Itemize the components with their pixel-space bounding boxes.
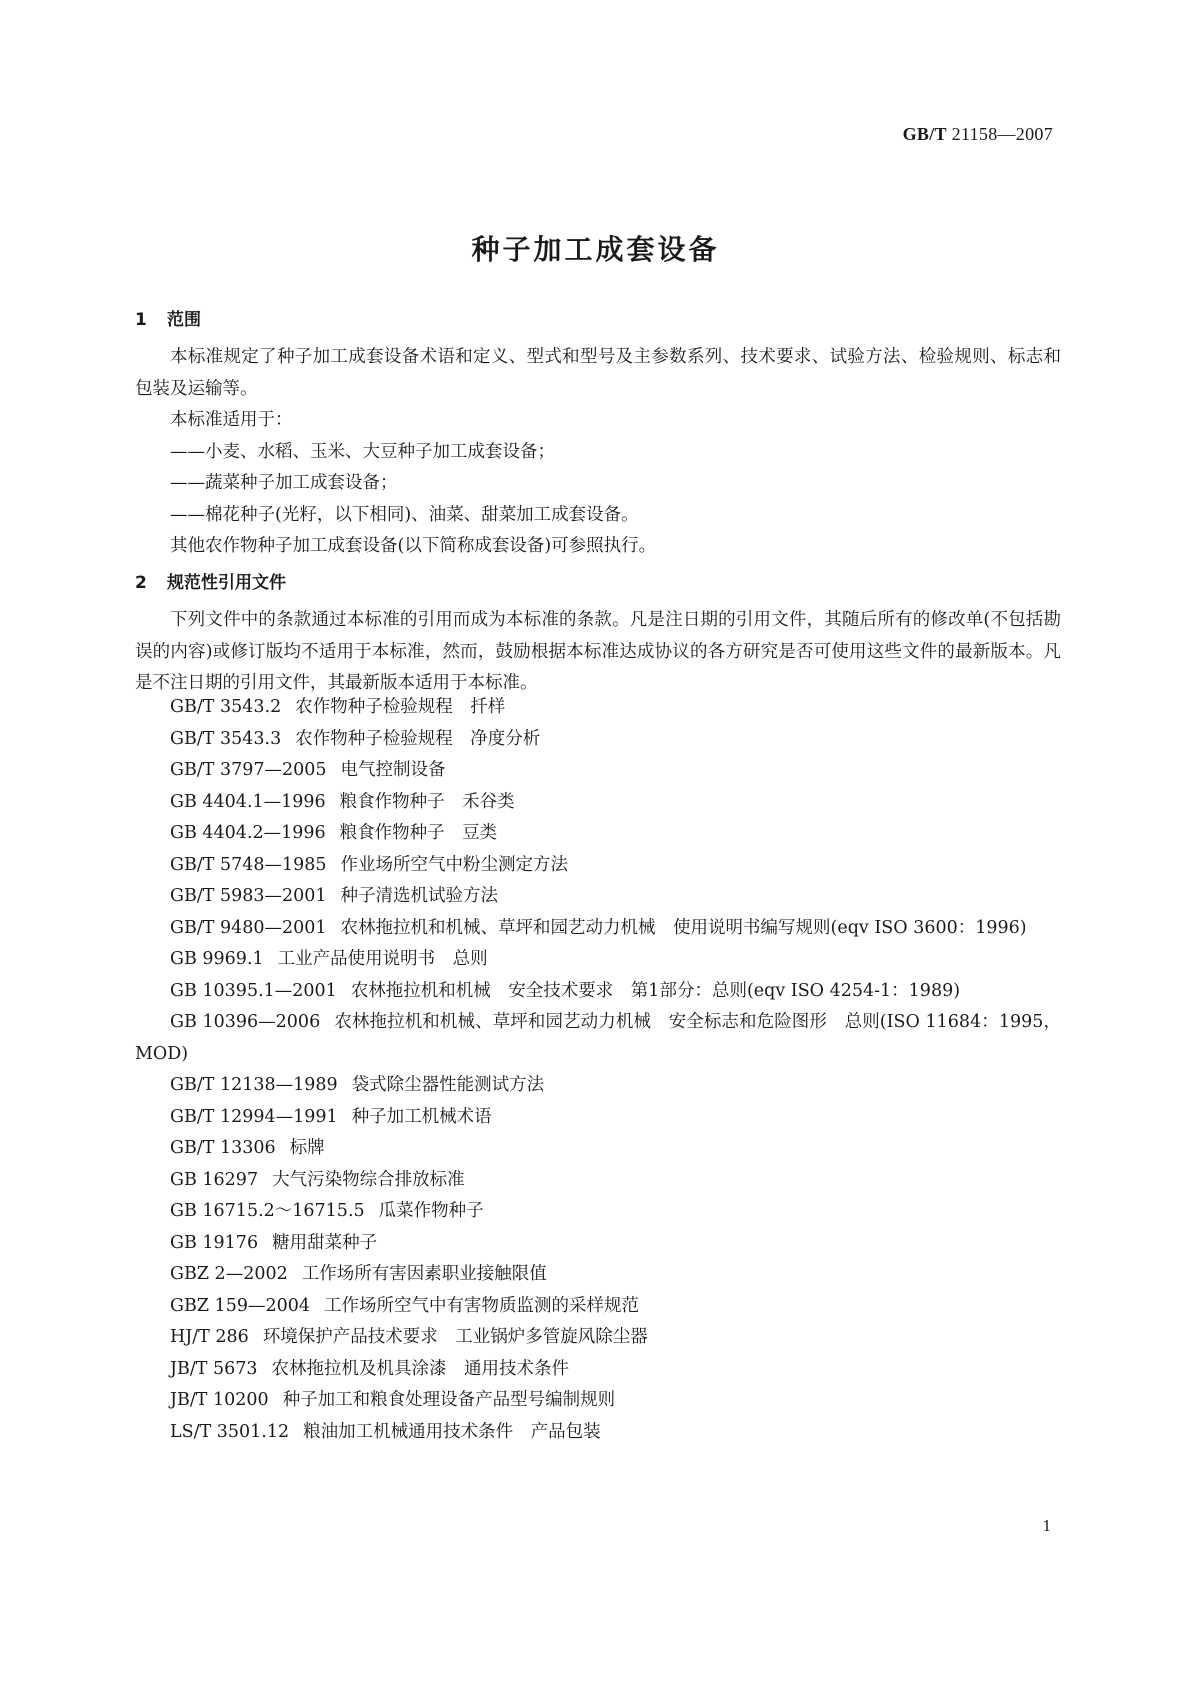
reference-code: GB 16715.2～16715.5 bbox=[170, 1201, 365, 1221]
scope-list-item: ——棉花种子(光籽，以下相同)、油菜、甜菜加工成套设备。 bbox=[170, 504, 639, 525]
reference-item bbox=[135, 1259, 1061, 1291]
scope-list-item: ——小麦、水稻、玉米、大豆种子加工成套设备； bbox=[170, 441, 555, 462]
reference-item bbox=[135, 1291, 1061, 1323]
section-number: 1 bbox=[135, 310, 147, 330]
section-title: 规范性引用文件 bbox=[167, 573, 286, 593]
reference-title: 种子加工和粮食处理设备产品型号编制规则 bbox=[282, 1390, 616, 1410]
reference-item bbox=[135, 818, 1061, 850]
reference-item bbox=[135, 755, 1061, 787]
reference-item bbox=[135, 724, 1061, 756]
reference-title: 工作场所有害因素职业接触限值 bbox=[301, 1264, 547, 1284]
section-2-intro bbox=[135, 605, 1061, 700]
reference-title: 电气控制设备 bbox=[340, 760, 446, 780]
reference-list bbox=[135, 692, 1061, 1448]
reference-title: 工业产品使用说明书 总则 bbox=[277, 949, 488, 969]
scope-applicability: 本标准适用于： bbox=[170, 410, 293, 430]
reference-title: 农作物种子检验规程 扦样 bbox=[295, 697, 506, 717]
reference-code: GB/T 3543.2 bbox=[170, 697, 282, 717]
document-title: 种子加工成套设备 bbox=[471, 233, 720, 266]
reference-title: 糖用甜菜种子 bbox=[272, 1232, 378, 1253]
reference-title: 种子清选机试验方法 bbox=[340, 886, 499, 906]
reference-title: 种子加工机械术语 bbox=[351, 1106, 492, 1127]
reference-title: 农林拖拉机和机械、草坪和园艺动力机械 使用说明书编写规则(eqv ISO 3600：1996) bbox=[340, 917, 1027, 938]
reference-item bbox=[135, 1354, 1061, 1386]
reference-title: 粮油加工机械通用技术条件 产品包装 bbox=[303, 1421, 601, 1442]
reference-item bbox=[135, 944, 1061, 976]
reference-item bbox=[135, 976, 1061, 1008]
references-intro: 下列文件中的条款通过本标准的引用而成为本标准的条款。凡是注日期的引用文件，其随后所有的修改单(不包括勘误的内容)或修订版均不适用于本标准，然而，鼓励根据本标准达成协议的各方研究是否可使用这些文件的最新版本。凡是不注日期的引用文件，其最新版本适用于本标准。 bbox=[135, 610, 1061, 693]
reference-title: 粮食作物种子 禾谷类 bbox=[339, 791, 515, 812]
standard-prefix: GB/T bbox=[902, 124, 947, 144]
reference-title: 大气污染物综合排放标准 bbox=[272, 1169, 465, 1190]
reference-title: 标牌 bbox=[289, 1138, 325, 1158]
reference-item bbox=[135, 1007, 1061, 1070]
reference-code: GB 4404.1—1996 bbox=[170, 791, 326, 812]
reference-item bbox=[135, 1228, 1061, 1260]
reference-code: HJ/T 286 bbox=[170, 1327, 249, 1347]
reference-item bbox=[135, 1196, 1061, 1228]
reference-item bbox=[135, 1133, 1061, 1165]
reference-item bbox=[135, 850, 1061, 882]
reference-code: GBZ 159—2004 bbox=[170, 1295, 310, 1316]
reference-code: GB/T 3797—2005 bbox=[170, 760, 327, 780]
reference-code: GB 10396—2006 bbox=[170, 1012, 321, 1032]
reference-code: GB/T 9480—2001 bbox=[170, 917, 327, 938]
reference-code: GB 4404.2—1996 bbox=[170, 823, 326, 843]
reference-item bbox=[135, 1322, 1061, 1354]
reference-item bbox=[135, 1102, 1061, 1134]
reference-title: 环境保护产品技术要求 工业锅炉多管旋风除尘器 bbox=[262, 1327, 648, 1347]
reference-item bbox=[135, 1070, 1061, 1102]
reference-title: 作业场所空气中粉尘测定方法 bbox=[340, 854, 569, 875]
reference-code: GB 16297 bbox=[170, 1169, 259, 1190]
reference-item bbox=[135, 1417, 1061, 1449]
reference-title: 农作物种子检验规程 净度分析 bbox=[295, 728, 541, 749]
reference-code: GB/T 5748—1985 bbox=[170, 854, 327, 875]
reference-code: GB 19176 bbox=[170, 1232, 259, 1253]
reference-title: 瓜菜作物种子 bbox=[378, 1201, 484, 1221]
scope-list-item: ——蔬菜种子加工成套设备； bbox=[170, 473, 398, 493]
reference-item bbox=[135, 913, 1061, 945]
scope-paragraph: 本标准规定了种子加工成套设备术语和定义、型式和型号及主参数系列、技术要求、试验方法、检验规则、标志和包装及运输等。 bbox=[135, 347, 1061, 399]
reference-code: GB/T 12138—1989 bbox=[170, 1075, 338, 1095]
reference-item bbox=[135, 692, 1061, 724]
section-2-heading bbox=[135, 568, 286, 593]
standard-code: 21158—2007 bbox=[951, 124, 1053, 144]
scope-note: 其他农作物种子加工成套设备(以下简称成套设备)可参照执行。 bbox=[170, 536, 657, 556]
reference-code: LS/T 3501.12 bbox=[170, 1421, 290, 1442]
reference-item bbox=[135, 1165, 1061, 1197]
reference-title: 工作场所空气中有害物质监测的采样规范 bbox=[324, 1295, 639, 1316]
section-title: 范围 bbox=[167, 310, 201, 330]
reference-code: GB 9969.1 bbox=[170, 949, 264, 969]
reference-item bbox=[135, 881, 1061, 913]
standard-number bbox=[903, 124, 1053, 145]
reference-code: GB/T 3543.3 bbox=[170, 728, 282, 749]
reference-code: GBZ 2—2002 bbox=[170, 1264, 288, 1284]
reference-title: 粮食作物种子 豆类 bbox=[339, 823, 498, 843]
reference-code: GB/T 12994—1991 bbox=[170, 1106, 338, 1127]
reference-code: GB/T 5983—2001 bbox=[170, 886, 327, 906]
reference-title: 农林拖拉机及机具涂漆 通用技术条件 bbox=[271, 1358, 570, 1379]
section-1-body bbox=[135, 342, 1061, 563]
section-1-heading bbox=[135, 305, 201, 330]
reference-code: GB/T 13306 bbox=[170, 1138, 276, 1158]
reference-item bbox=[135, 1385, 1061, 1417]
reference-title: 农林拖拉机和机械、草坪和园艺动力机械 安全标志和危险图形 总则(ISO 11684：1995，MOD) bbox=[135, 1012, 1062, 1064]
section-number: 2 bbox=[135, 573, 147, 593]
reference-code: JB/T 10200 bbox=[170, 1390, 269, 1410]
reference-title: 农林拖拉机和机械 安全技术要求 第1部分：总则(eqv ISO 4254-1：1989) bbox=[350, 980, 961, 1001]
page-number: 1 bbox=[1042, 1516, 1051, 1535]
reference-code: JB/T 5673 bbox=[170, 1358, 258, 1379]
reference-item bbox=[135, 787, 1061, 819]
reference-title: 袋式除尘器性能测试方法 bbox=[351, 1075, 545, 1095]
reference-code: GB 10395.1—2001 bbox=[170, 980, 337, 1001]
